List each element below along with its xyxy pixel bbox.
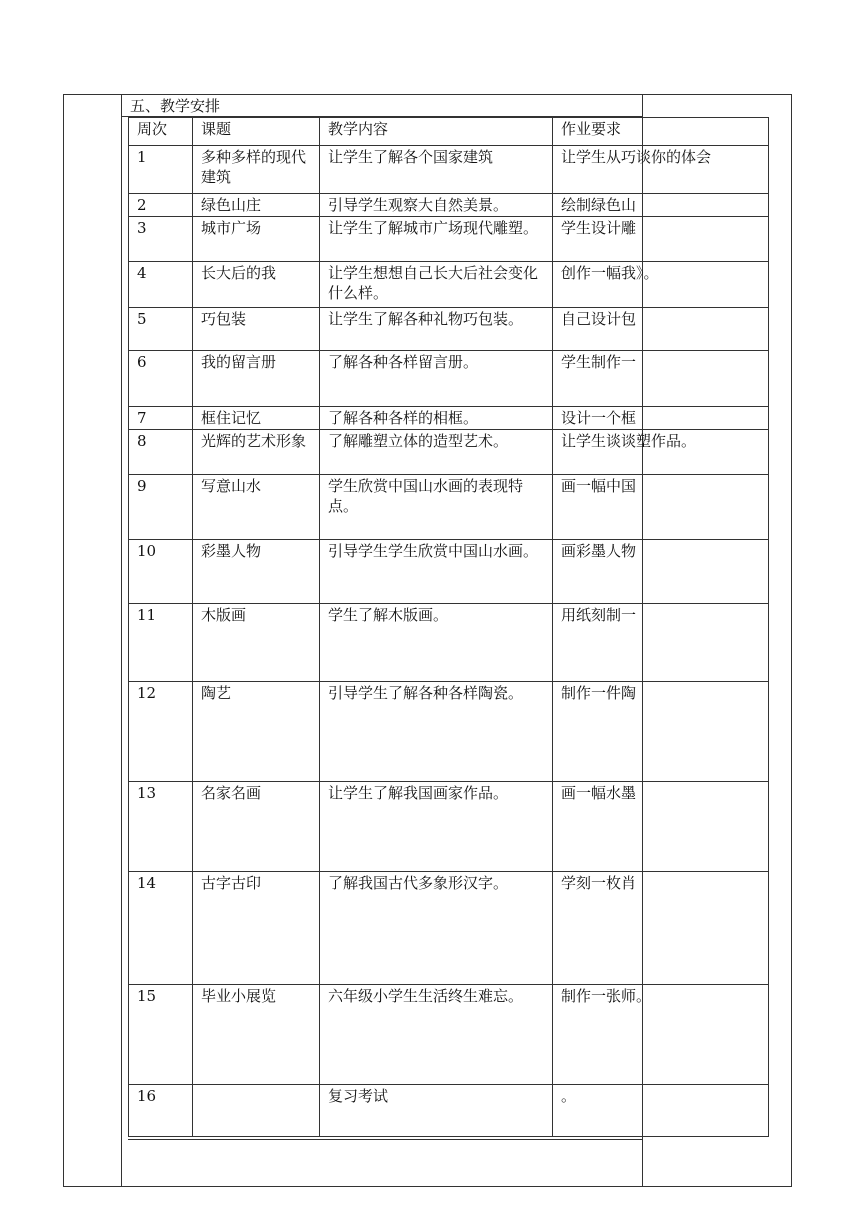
table-row [129, 872, 769, 985]
table-row [129, 782, 769, 872]
table-row [129, 146, 769, 194]
week-cell: 16 [129, 1085, 193, 1137]
content-cell: 了解我国古代多象形汉字。 [320, 872, 553, 985]
content-cell: 复习考试 [320, 1085, 553, 1137]
table-row [129, 475, 769, 540]
homework-cell: 用纸刻制一 [553, 604, 769, 682]
topic-cell: 城市广场 [193, 217, 320, 262]
homework-cell: 画彩墨人物 [553, 540, 769, 604]
content-cell: 让学生了解各种礼物巧包装。 [320, 308, 553, 351]
table-row [129, 985, 769, 1085]
week-cell: 8 [129, 430, 193, 475]
content-cell: 让学生想想自己长大后社会变化什么样。 [320, 262, 553, 308]
homework-cell: 画一幅中国 [553, 475, 769, 540]
homework-cell: 。 [553, 1085, 769, 1137]
table-header-row [129, 118, 769, 146]
homework-cell: 创作一幅我》。 [553, 262, 769, 308]
topic-cell: 绿色山庄 [193, 194, 320, 217]
table-row [129, 217, 769, 262]
table-row [129, 540, 769, 604]
content-cell: 引导学生观察大自然美景。 [320, 194, 553, 217]
topic-cell: 毕业小展览 [193, 985, 320, 1085]
table-row [129, 604, 769, 682]
homework-cell: 学刻一枚肖 [553, 872, 769, 985]
topic-cell: 框住记忆 [193, 407, 320, 430]
topic-cell: 长大后的我 [193, 262, 320, 308]
homework-cell: 绘制绿色山 [553, 194, 769, 217]
topic-cell [193, 1085, 320, 1137]
homework-cell: 制作一张师。 [553, 985, 769, 1085]
left-column-divider [121, 94, 122, 1187]
week-cell: 12 [129, 682, 193, 782]
week-cell: 9 [129, 475, 193, 540]
content-cell: 学生欣赏中国山水画的表现特点。 [320, 475, 553, 540]
topic-cell: 名家名画 [193, 782, 320, 872]
schedule-table-viewport [128, 117, 712, 1140]
topic-cell: 我的留言册 [193, 351, 320, 407]
topic-cell: 木版画 [193, 604, 320, 682]
table-row [129, 194, 769, 217]
week-cell: 6 [129, 351, 193, 407]
topic-cell: 多种多样的现代建筑 [193, 146, 320, 194]
homework-cell: 制作一件陶 [553, 682, 769, 782]
topic-cell: 彩墨人物 [193, 540, 320, 604]
week-cell: 10 [129, 540, 193, 604]
homework-cell: 学生制作一 [553, 351, 769, 407]
homework-cell: 设计一个框 [553, 407, 769, 430]
content-cell: 让学生了解城市广场现代雕塑。 [320, 217, 553, 262]
header-homework: 作业要求 [553, 118, 769, 146]
table-row [129, 430, 769, 475]
content-cell: 学生了解木版画。 [320, 604, 553, 682]
content-cell: 了解各种各样留言册。 [320, 351, 553, 407]
section-title: 五、教学安排 [130, 97, 221, 115]
week-cell: 4 [129, 262, 193, 308]
topic-cell: 陶艺 [193, 682, 320, 782]
content-cell: 六年级小学生生活终生难忘。 [320, 985, 553, 1085]
week-cell: 13 [129, 782, 193, 872]
content-cell: 让学生了解我国画家作品。 [320, 782, 553, 872]
week-cell: 1 [129, 146, 193, 194]
week-cell: 7 [129, 407, 193, 430]
homework-cell: 画一幅水墨 [553, 782, 769, 872]
content-cell: 引导学生学生欣赏中国山水画。 [320, 540, 553, 604]
week-cell: 14 [129, 872, 193, 985]
content-cell: 引导学生了解各种各样陶瓷。 [320, 682, 553, 782]
content-cell: 了解雕塑立体的造型艺术。 [320, 430, 553, 475]
week-cell: 3 [129, 217, 193, 262]
topic-cell: 光辉的艺术形象 [193, 430, 320, 475]
topic-cell: 古字古印 [193, 872, 320, 985]
week-cell: 11 [129, 604, 193, 682]
table-row [129, 1085, 769, 1137]
homework-cell: 让学生谈谈塑作品。 [553, 430, 769, 475]
topic-cell: 写意山水 [193, 475, 320, 540]
week-cell: 5 [129, 308, 193, 351]
content-cell: 了解各种各样的相框。 [320, 407, 553, 430]
homework-cell: 让学生从巧谈你的体会 [553, 146, 769, 194]
content-cell: 让学生了解各个国家建筑 [320, 146, 553, 194]
header-content: 教学内容 [320, 118, 553, 146]
table-row [129, 308, 769, 351]
table-row [129, 407, 769, 430]
topic-cell: 巧包装 [193, 308, 320, 351]
header-week: 周次 [129, 118, 193, 146]
table-row [129, 682, 769, 782]
header-topic: 课题 [193, 118, 320, 146]
homework-cell: 自己设计包 [553, 308, 769, 351]
table-row [129, 351, 769, 407]
week-cell: 2 [129, 194, 193, 217]
week-cell: 15 [129, 985, 193, 1085]
homework-cell: 学生设计雕 [553, 217, 769, 262]
table-row [129, 262, 769, 308]
schedule-table [128, 117, 769, 1137]
